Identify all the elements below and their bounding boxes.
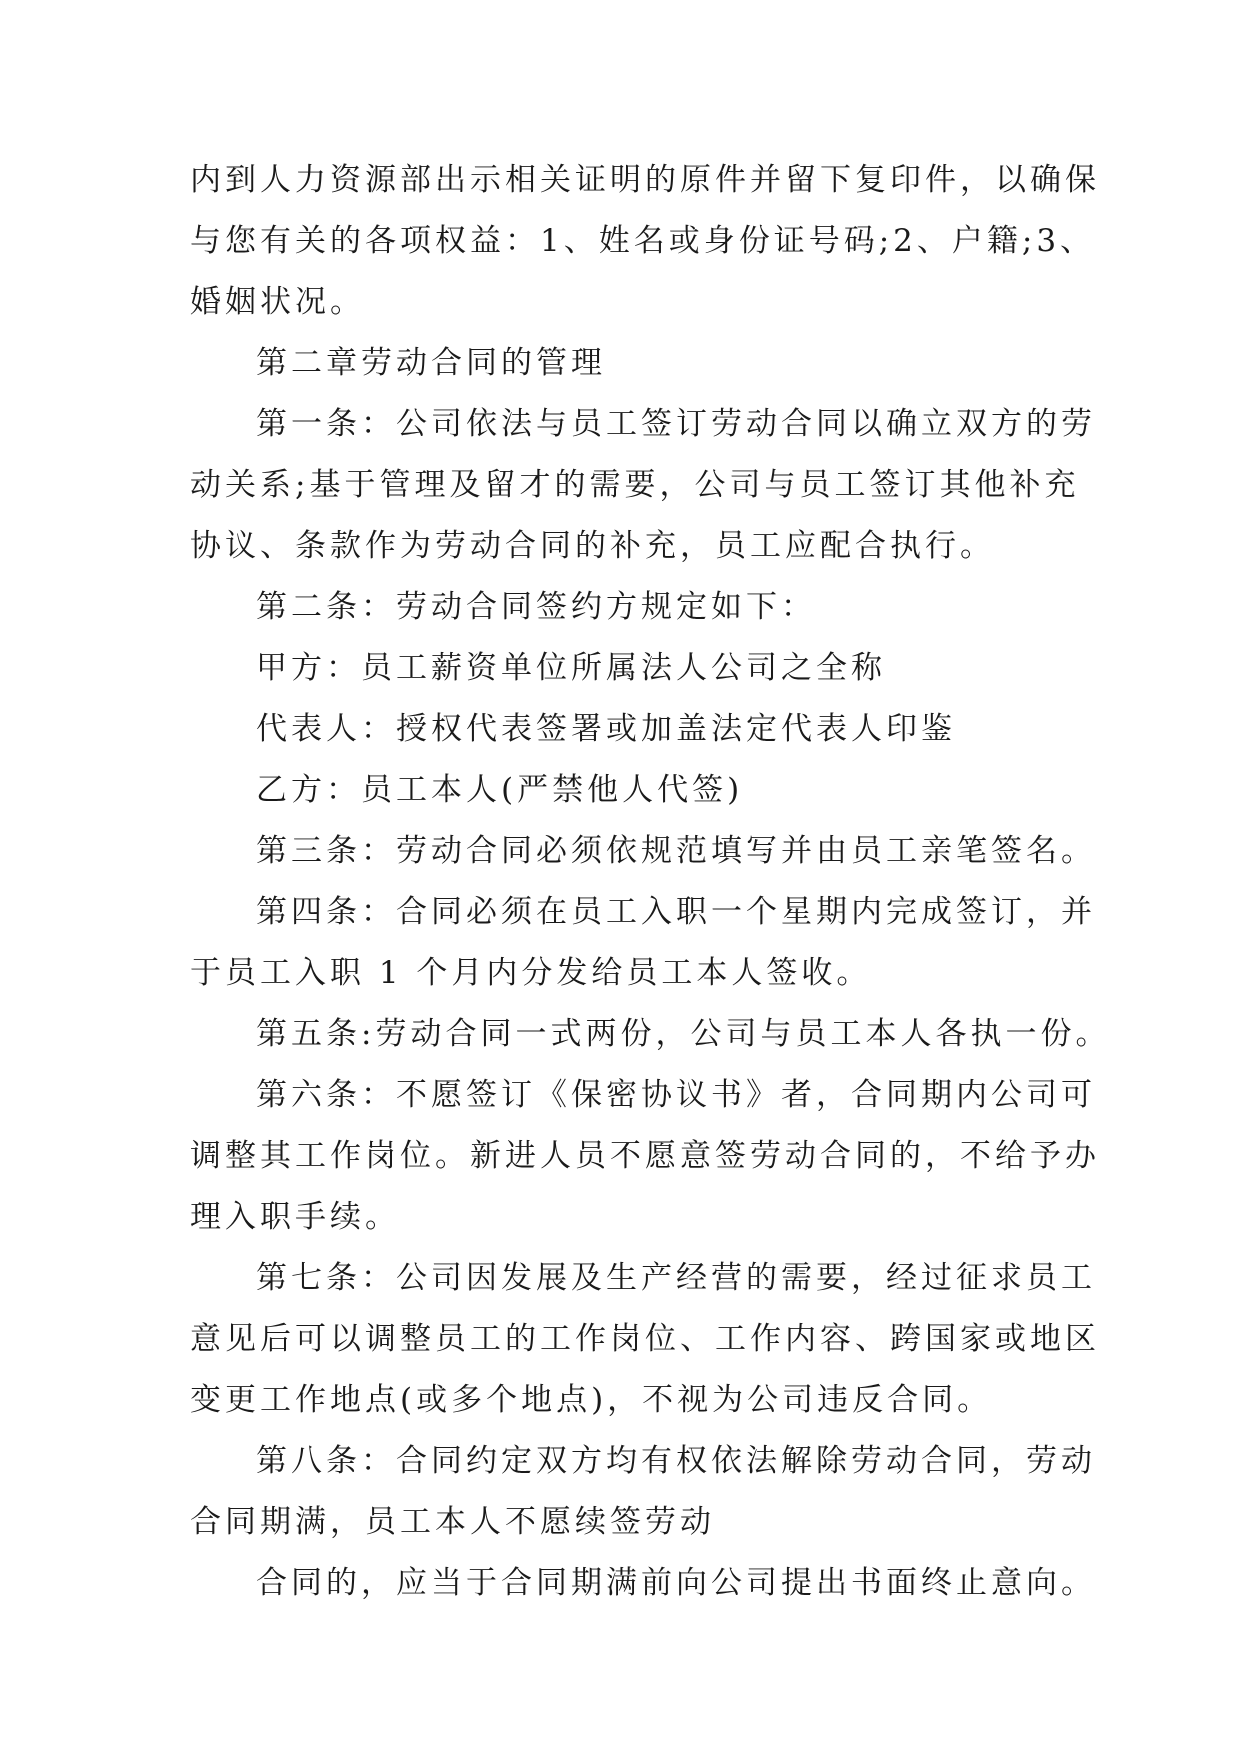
- article-8-line: 合同的，应当于合同期满前向公司提出书面终止意向。: [256, 1565, 1096, 1601]
- article-3-line: 第三条：劳动合同必须依规范填写并由员工亲笔签名。: [256, 833, 1096, 869]
- article-1-line: 动关系;基于管理及留才的需要，公司与员工签订其他补充: [190, 467, 1080, 503]
- text-line: 与您有关的各项权益：1、姓名或身份证号码;2、户籍;3、: [190, 223, 1096, 259]
- representative-line: 代表人：授权代表签署或加盖法定代表人印鉴: [256, 711, 956, 747]
- party-b-line: 乙方：员工本人(严禁他人代签): [256, 772, 744, 808]
- article-1-line: 协议、条款作为劳动合同的补充，员工应配合执行。: [190, 528, 995, 564]
- article-5-line: 第五条:劳动合同一式两份，公司与员工本人各执一份。: [256, 1016, 1111, 1052]
- article-1-line: 第一条：公司依法与员工签订劳动合同以确立双方的劳: [256, 406, 1096, 442]
- article-8-line: 合同期满，员工本人不愿续签劳动: [190, 1504, 715, 1540]
- document-body: [190, 150, 1111, 1614]
- article-6-line: 调整其工作岗位。新进人员不愿意签劳动合同的，不给予办: [190, 1138, 1100, 1174]
- article-6-line: 理入职手续。: [190, 1199, 400, 1235]
- article-7-line: 第七条：公司因发展及生产经营的需要，经过征求员工: [256, 1260, 1096, 1296]
- article-4-line: 于员工入职 1 个月内分发给员工本人签收。: [190, 955, 872, 991]
- article-7-line: 变更工作地点(或多个地点)，不视为公司违反合同。: [190, 1382, 993, 1418]
- text-line: 婚姻状况。: [190, 284, 365, 320]
- article-7-line: 意见后可以调整员工的工作岗位、工作内容、跨国家或地区: [190, 1321, 1100, 1357]
- text-line: 内到人力资源部出示相关证明的原件并留下复印件，以确保: [190, 162, 1100, 198]
- article-6-line: 第六条：不愿签订《保密协议书》者，合同期内公司可: [256, 1077, 1096, 1113]
- chapter-heading: 第二章劳动合同的管理: [256, 345, 606, 381]
- article-4-line: 第四条：合同必须在员工入职一个星期内完成签订，并: [256, 894, 1096, 930]
- article-8-line: 第八条：合同约定双方均有权依法解除劳动合同，劳动: [256, 1443, 1096, 1479]
- article-2-line: 第二条：劳动合同签约方规定如下：: [256, 589, 816, 625]
- party-a-line: 甲方：员工薪资单位所属法人公司之全称: [256, 650, 886, 686]
